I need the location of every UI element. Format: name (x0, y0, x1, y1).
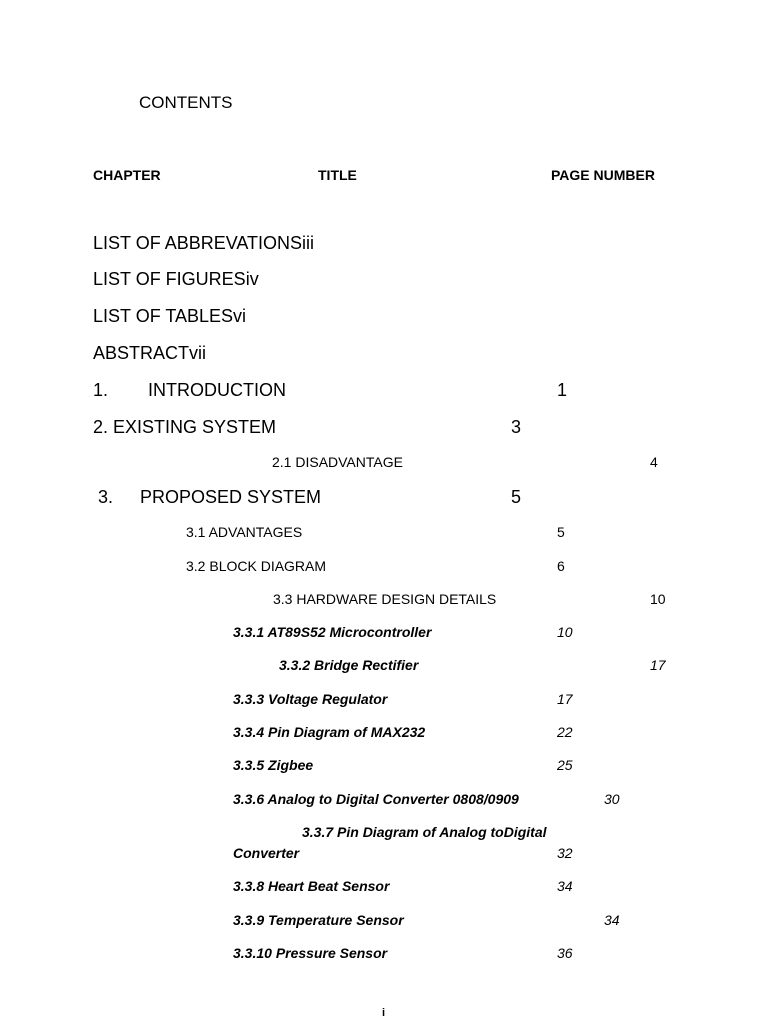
toc-entry-figures: LIST OF FIGURESiv (93, 269, 259, 289)
subsection-page: 25 (557, 757, 573, 773)
column-header-chapter: CHAPTER (93, 167, 161, 183)
chapter-page: 1 (557, 380, 568, 400)
section-page: 10 (650, 591, 666, 607)
chapter-title: INTRODUCTION (148, 380, 286, 400)
subsection-title: 3.3.8 Heart Beat Sensor (233, 878, 390, 894)
subsection-title: 3.3.4 Pin Diagram of MAX232 (233, 724, 426, 740)
section-title: 3.2 BLOCK DIAGRAM (186, 558, 327, 574)
section-page: 4 (650, 454, 658, 470)
subsection-title-continued: Converter (233, 845, 300, 861)
subsection-title: 3.3.7 Pin Diagram of Analog toDigital (302, 824, 547, 840)
subsection-page: 17 (650, 657, 666, 673)
subsection-title: 3.3.3 Voltage Regulator (233, 691, 388, 707)
section-page: 6 (557, 558, 565, 574)
toc-entry-abbreviations: LIST OF ABBREVATIONSiii (93, 233, 315, 253)
section-title: 3.3 HARDWARE DESIGN DETAILS (273, 591, 497, 607)
subsection-page: 34 (604, 912, 620, 928)
subsection-page: 34 (557, 878, 573, 894)
subsection-page: 32 (557, 845, 573, 861)
toc-entry-abstract: ABSTRACTvii (93, 343, 207, 363)
subsection-page: 36 (557, 945, 573, 961)
subsection-title: 3.3.9 Temperature Sensor (233, 912, 404, 928)
subsection-title: 3.3.10 Pressure Sensor (233, 945, 388, 961)
column-header-title: TITLE (318, 167, 357, 183)
page-footer-number: i (382, 1007, 386, 1019)
chapter-number: 1. (93, 380, 109, 400)
toc-entry-tables: LIST OF TABLESvi (93, 306, 247, 326)
chapter-page: 3 (511, 417, 522, 437)
section-page: 5 (557, 524, 565, 540)
subsection-title: 3.3.2 Bridge Rectifier (279, 657, 419, 673)
section-title: 3.1 ADVANTAGES (186, 524, 303, 540)
subsection-page: 30 (604, 791, 620, 807)
column-header-page-number: PAGE NUMBER (551, 167, 655, 183)
chapter-number: 3. (98, 487, 114, 507)
page-title: CONTENTS (139, 93, 233, 112)
chapter-page: 5 (511, 487, 522, 507)
subsection-title: 3.3.5 Zigbee (233, 757, 314, 773)
section-title: 2.1 DISADVANTAGE (272, 454, 403, 470)
subsection-page: 22 (557, 724, 573, 740)
chapter-title: 2. EXISTING SYSTEM (93, 417, 277, 437)
subsection-title: 3.3.1 AT89S52 Microcontroller (233, 624, 432, 640)
chapter-title: PROPOSED SYSTEM (140, 487, 322, 507)
subsection-page: 10 (557, 624, 573, 640)
subsection-page: 17 (557, 691, 573, 707)
subsection-title: 3.3.6 Analog to Digital Converter 0808/0909 (233, 791, 519, 807)
